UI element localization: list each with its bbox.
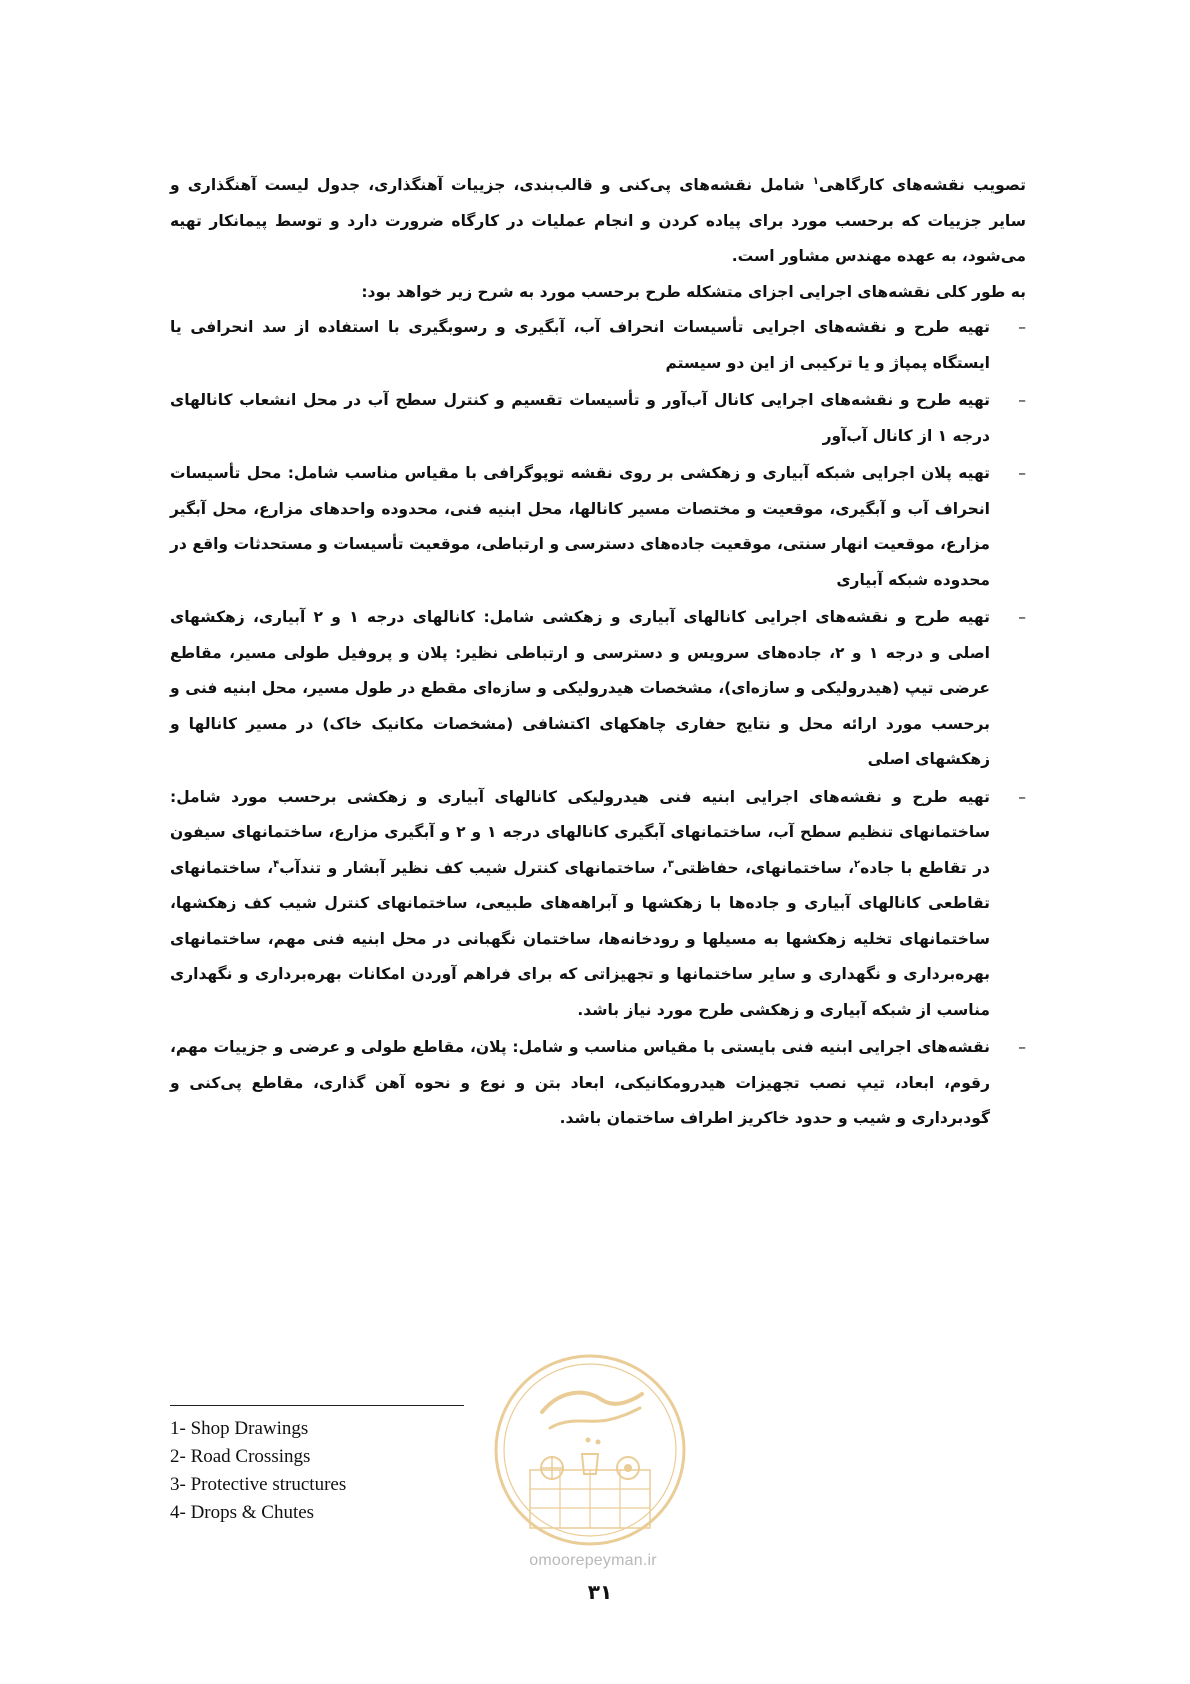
list-item-text: تهیه طرح و نقشه‌های اجرایی کانال آب‌آور و تأسیسات تقسیم و کنترل سطح آب در محل انشعاب کانالهای درجه ۱ از کانال آب‌آور <box>170 391 990 445</box>
intro-paragraph <box>170 168 1026 275</box>
list-item-text: تهیه طرح و نقشه‌های اجرایی تأسیسات انحراف آب، آبگیری و رسوبگیری با استفاده از سد انحرافی یا ایستگاه پمپاژ و یا ترکیبی از این دو سیستم <box>170 318 990 372</box>
body-text <box>170 168 1026 1139</box>
list-item-text-part: تهیه طرح و نقشه‌های اجرایی ابنیه فنی هیدرولیکی کانالهای آبیاری و زهکشی برحسب مورد شامل: ساختمانهای تنظیم سطح آب، ساختمانهای آبگیری کانالهای درجه ۱ و ۲ و آبگیری مزارع، ساختمانهای سیفون در تقاطع با جاده <box>170 787 990 877</box>
list-item-text: تهیه طرح و نقشه‌های اجرایی کانالهای آبیاری و زهکشی شامل: کانالهای درجه ۱ و ۲ آبیاری، زهکشهای اصلی و درجه ۱ و ۲، جاده‌های سرویس و دسترسی و ارتباطی نظیر: پلان و پروفیل طولی مسیر، مقاطع عرضی تیپ (هیدرولیکی و سازه‌ای)، مشخصات هیدرولیکی و سازه‌ای مقطع در طول مسیر، محل ابنیه فنی و برحسب مورد ارائه محل و نتایج حفاری چاهکهای اکتشافی (مشخصات مکانیک خاک) در مسیر کانالها و زهکشهای اصلی <box>170 608 990 768</box>
footnote-ref-3: ۳ <box>667 858 674 870</box>
footnote-item: 1- Shop Drawings <box>170 1418 309 1439</box>
page-number: ۳۱ <box>587 1580 613 1604</box>
intro-text-part1: تصویب نقشه‌های کارگاهی <box>818 176 1026 194</box>
watermark-logo <box>490 1350 690 1550</box>
bullet-dash: – <box>1018 608 1026 626</box>
list-item <box>170 310 1026 381</box>
footnote-ref-4: ۴ <box>273 858 280 870</box>
intro-paragraph-2: به طور کلی نقشه‌های اجرایی اجزای متشکله طرح برحسب مورد به شرح زیر خواهد بود: <box>361 282 1026 301</box>
watermark-url: omoorepeyman.ir <box>529 1552 657 1569</box>
bullet-dash: – <box>1018 391 1026 409</box>
footnotes <box>170 1415 346 1527</box>
list-item <box>170 600 1026 778</box>
footnote-item: 2- Road Crossings <box>170 1446 311 1467</box>
list-item <box>170 1030 1026 1137</box>
intro-text-part2: شامل نقشه‌های پی‌کنی و قالب‌بندی، جزییات آهنگذاری، جدول لیست آهنگذاری و سایر جزییات که برحسب مورد برای پیاده کردن و انجام عملیات در کارگاه ضرورت دارد و توسط پیمانکار تهیه می‌شود، به عهده مهندس مشاور است. <box>170 176 1026 265</box>
footnote-ref-2: ۲ <box>854 858 861 870</box>
footnote-item: 4- Drops & Chutes <box>170 1502 315 1523</box>
bullet-dash: – <box>1018 464 1026 482</box>
watermark-seal-icon <box>490 1350 690 1550</box>
footnote-item: 3- Protective structures <box>170 1474 347 1495</box>
footnote-ref-1: ۱ <box>812 175 819 187</box>
bullet-dash: – <box>1018 787 1026 806</box>
list-item-text-part: ، ساختمانهای، حفاظتی <box>673 858 855 877</box>
bullet-dash: – <box>1018 1038 1026 1056</box>
list-item-text: تهیه پلان اجرایی شبکه آبیاری و زهکشی بر روی نقشه توپوگرافی با مقیاس مناسب شامل: محل تأسیسات انحراف آب و آبگیری، موقعیت و مختصات مسیر کانالها، محل ابنیه فنی، محدوده واحدهای مزارع، محل آبگیر مزارع، موقعیت انهار سنتی، موقعیت جاده‌های دسترسی و ارتباطی، موقعیت تأسیسات و مستحدثات واقع در محدوده شبکه آبیاری <box>170 464 990 589</box>
list-item-text <box>170 780 990 1029</box>
bullet-list <box>170 310 1026 1137</box>
list-item-text-part: ، ساختمانهای کنترل شیب کف نظیر آبشار و تندآب <box>279 858 668 877</box>
list-item <box>170 456 1026 598</box>
footnote-divider <box>170 1405 464 1406</box>
list-item-text: نقشه‌های اجرایی ابنیه فنی بایستی با مقیاس مناسب و شامل: پلان، مقاطع طولی و عرضی و جزییات مهم، رقوم، ابعاد، تیپ نصب تجهیزات هیدرومکانیکی، ابعاد بتن و نوع و نحوه آهن گذاری، مقاطع پی‌کنی و گودبرداری و شیب و حدود خاکریز اطراف ساختمان باشد. <box>170 1038 990 1127</box>
list-item <box>170 383 1026 454</box>
list-item <box>170 780 1026 1029</box>
list-item-text-part: ، ساختمانهای تقاطعی کانالهای آبیاری و جاده‌ها با زهکشها و آبراهه‌های طبیعی، ساختمانهای کنترل شیب کف زهکشها، ساختمانهای تخلیه زهکشها به مسیلها و رودخانه‌ها، ساختمان نگهبانی در محل ابنیه فنی مهم، ساختمانهای بهره‌برداری و نگهداری و سایر ساختمانها و تجهیزاتی که برای فراهم آوردن امکانات بهره‌برداری و نگهداری مناسب از شبکه آبیاری و زهکشی طرح مورد نیاز باشد. <box>170 858 990 1019</box>
bullet-dash: – <box>1018 318 1026 336</box>
